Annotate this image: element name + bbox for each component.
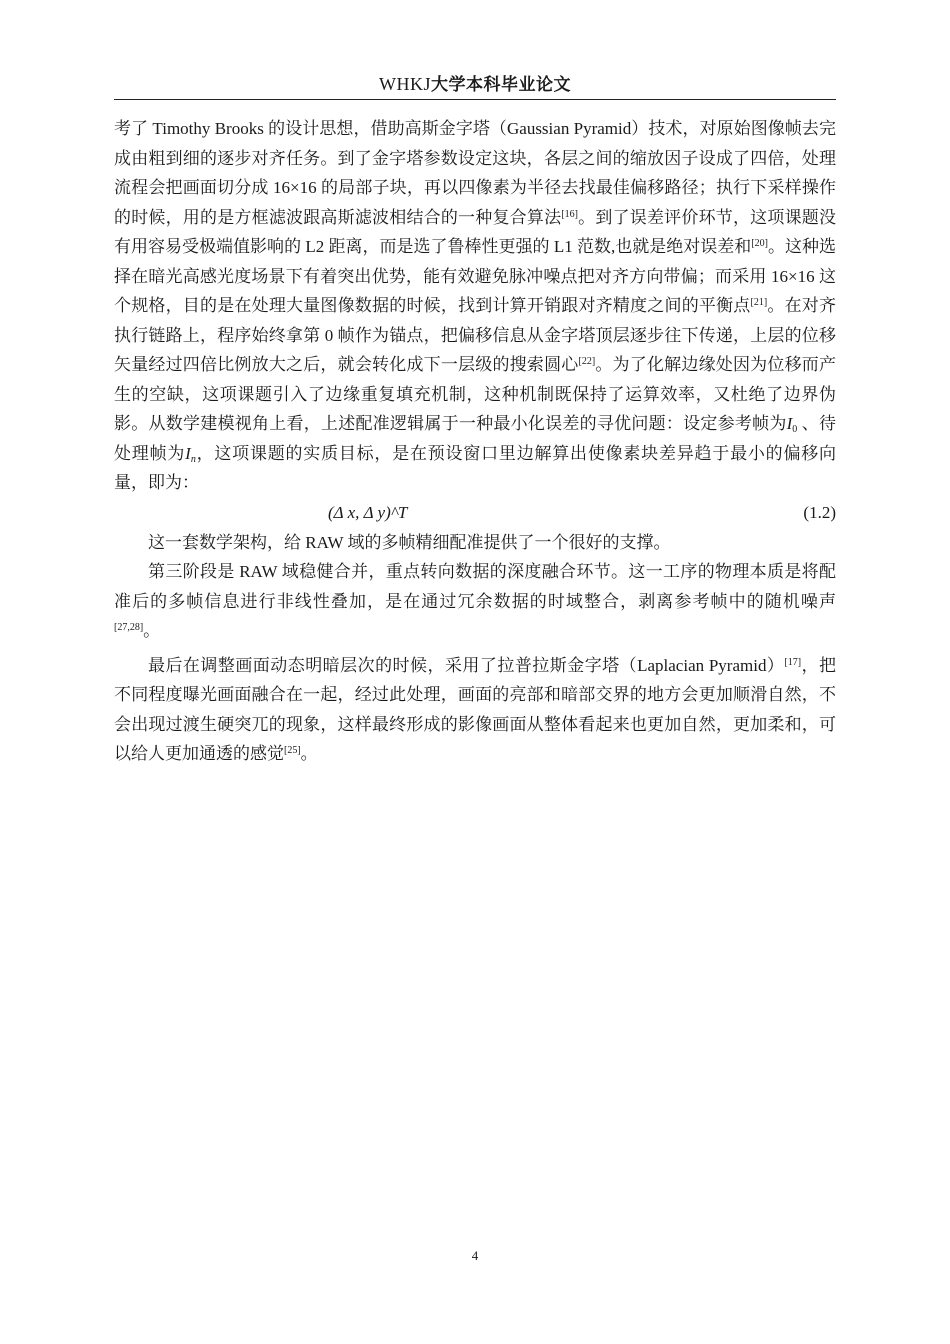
paragraph-3	[114, 557, 836, 646]
paragraph-text: 。在对齐执行链路上，程序始终拿第 0 帧作为锚点，把偏移信息从金字塔顶层逐步往下传递，上层的位移矢量经过四倍比例放大之后，就会转化成下一层级的搜索圆心	[114, 296, 836, 374]
body-text	[114, 114, 836, 769]
citation: [22]	[578, 356, 596, 367]
paragraph-text: 。	[143, 621, 161, 640]
citation: [20]	[751, 238, 768, 249]
citation: [27,28]	[114, 622, 144, 633]
paragraph-1	[114, 114, 836, 498]
paragraph-2: 这一套数学架构，给 RAW 域的多帧精细配准提供了一个很好的支撑。	[148, 532, 671, 552]
paragraph-4	[114, 651, 836, 769]
math-symbol: I	[185, 443, 191, 463]
page-number: 4	[471, 1248, 479, 1263]
running-header	[114, 72, 836, 96]
paragraph-text: 。为了化解边缘处因为位移而产生的空缺，这项课题引入了边缘重复填充机制，这种机制既保持了运算效率，又杜绝了边界伪影。从数学建模视角上看，上述配准逻辑属于一种最小化误差的寻优问题：设定参考帧为	[114, 355, 836, 433]
header-title: 大学本科毕业论文	[431, 75, 571, 95]
paragraph-text: 最后在调整画面动态明暗层次的时候，采用了拉普拉斯金字塔（Laplacian Pyramid）	[148, 655, 785, 675]
header-divider	[114, 99, 836, 100]
citation: [25]	[284, 745, 301, 756]
paragraph-text: 。到了误差评价环节，这项课题没有用容易受极端值影响的 L2 距离，而是选了鲁棒性更强的 L1 范数,也就是绝对误差和	[114, 207, 836, 256]
paragraph-text: ，这项课题的实质目标，是在预设窗口里边解算出使像素块差异趋于最小的偏移向量，即为：	[114, 443, 837, 492]
paragraph-text: 。	[300, 744, 318, 763]
equation-number: (1.2)	[803, 502, 836, 522]
citation: [16]	[561, 208, 578, 220]
paragraph-text: ，把不同程度曝光画面融合在一起，经过此处理，画面的亮部和暗部交界的地方会更加顺滑自然，不会出现过渡生硬突兀的现象，这样最终形成的影像画面从整体看起来也更加自然，更加柔和，可以给人更加通透的感觉	[114, 655, 836, 763]
citation: [17]	[784, 656, 802, 668]
equation-expression: (Δ x, Δ y)^T	[328, 502, 408, 522]
math-symbol: I	[786, 414, 793, 433]
equation-1-2	[114, 498, 836, 528]
paragraph-text: 。这种选择在暗光高感光度场景下有着突出优势，能有效避免脉冲噪点把对齐方向带偏；而采用 16×16 这个规格，目的是在处理大量图像数据的时候，找到计算开销跟对齐精度之间的平衡点	[114, 237, 836, 315]
math-subscript: n	[190, 453, 196, 465]
paragraph-text: 第三阶段是 RAW 域稳健合并，重点转向数据的深度融合环节。这一工序的物理本质是将配准后的多帧信息进行非线性叠加，是在通过冗余数据的时域整合，剥离参考帧中的随机噪声	[114, 562, 836, 611]
citation: [21]	[750, 297, 768, 308]
header-school-code: WHKJ	[379, 74, 431, 94]
paragraph-text: 考了 Timothy Brooks 的设计思想，借助高斯金字塔（Gaussian Pyramid）技术，对原始图像帧去完成由粗到细的逐步对齐任务。到了金字塔参数设定这块，各层之间的缩放因子设成了四倍，处理流程会把画面切分成 16×16 的局部子块，再以四像素为半径去找最佳偏移路径；执行下采样操作的时候，用的是方框滤波跟高斯滤波相结合的一种复合算法	[114, 119, 836, 227]
math-subscript: 0	[792, 424, 798, 435]
paragraph-text: 、待处理帧为	[114, 414, 837, 463]
